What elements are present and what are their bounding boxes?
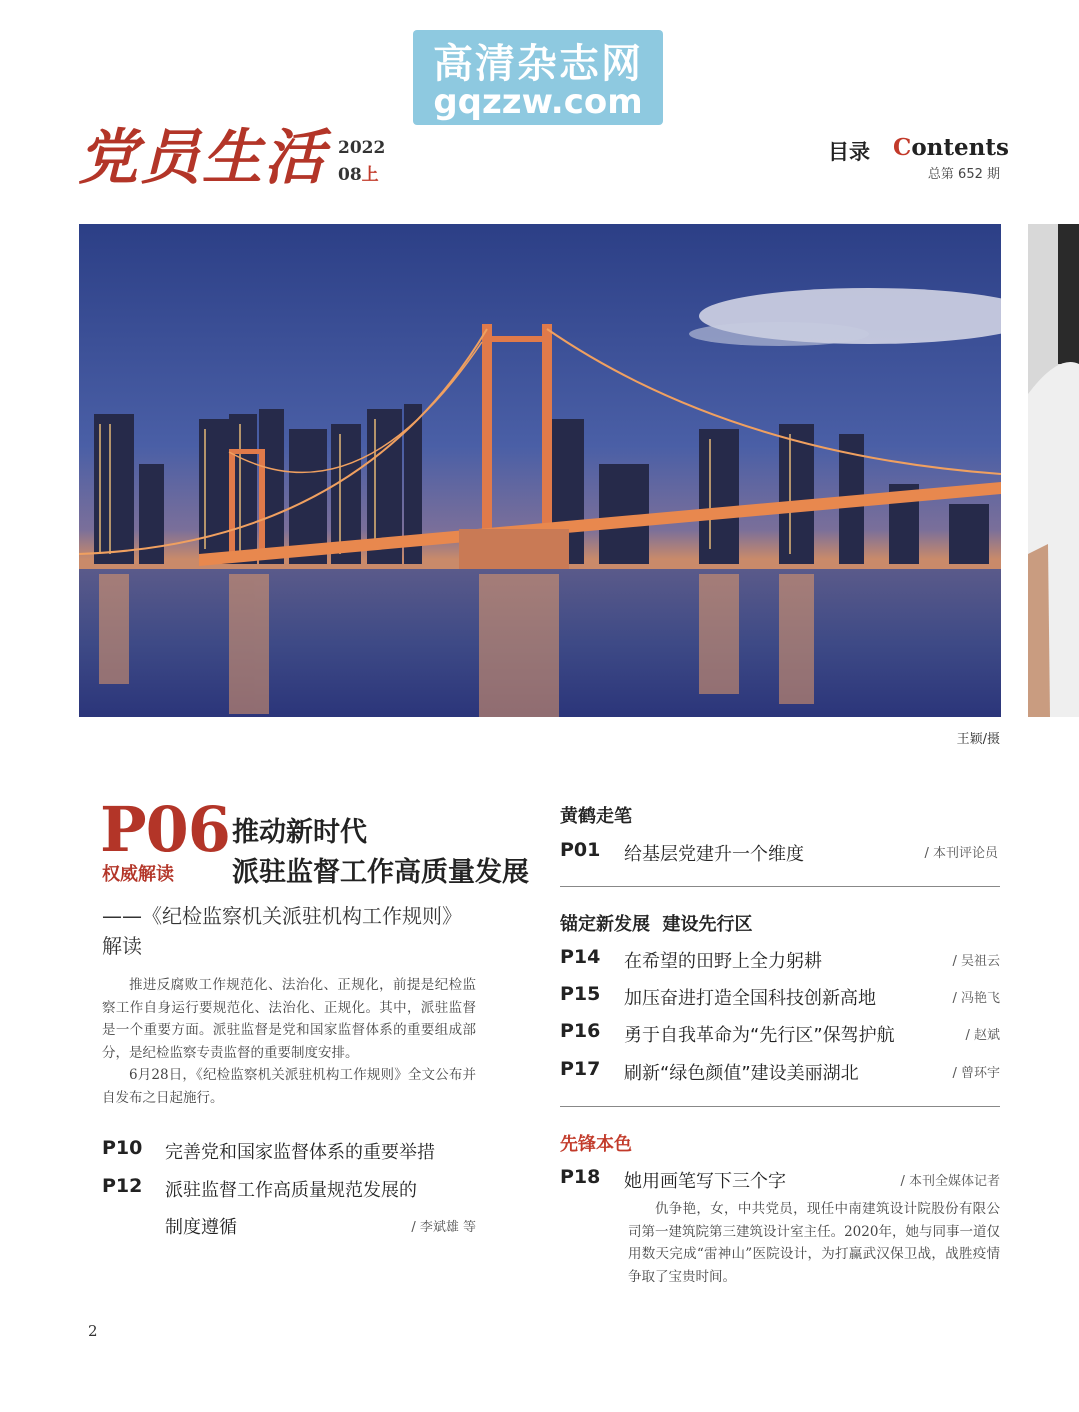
- toc-title-p16[interactable]: 勇于自我革命为“先行区”保驾护航: [624, 1025, 895, 1046]
- toc-title-p12[interactable]: 派驻监督工作高质量规范发展的: [165, 1180, 417, 1201]
- side-photo-person: [1028, 224, 1079, 717]
- total-issue: 总第 652 期: [927, 167, 1000, 182]
- toc-author-p18: / 本刊全媒体记者: [900, 1174, 1000, 1189]
- issue-num: 08: [338, 165, 362, 185]
- lead-subtitle-line2: 解读: [102, 934, 142, 958]
- p18-summary: [628, 1198, 1000, 1288]
- toc-title-p01[interactable]: 给基层党建升一个维度: [624, 844, 804, 865]
- section-title-xianxingqu: 锚定新发展 建设先行区: [560, 914, 753, 935]
- cover-photo-bridge: [79, 224, 1001, 717]
- issue-year: 2022: [338, 138, 386, 158]
- toc-en-rest: ontents: [911, 134, 1009, 161]
- issue-half: 上: [361, 165, 379, 185]
- section-divider: [560, 886, 1000, 887]
- lead-summary-p2: 6月28日，《纪检监察机关派驻机构工作规则》全文公布并自发布之日起施行。: [102, 1067, 476, 1106]
- lead-title-line2[interactable]: 派驻监督工作高质量发展: [232, 857, 529, 888]
- lead-page-number: P06: [100, 793, 230, 866]
- toc-author-p16: / 赵斌: [965, 1028, 1000, 1043]
- toc-title-p15[interactable]: 加压奋进打造全国科技创新高地: [624, 988, 876, 1009]
- watermark-url: gqzzw.com: [433, 82, 643, 122]
- toc-title-p17[interactable]: 刷新“绿色颜值”建设美丽湖北: [624, 1063, 859, 1084]
- issue-number: [338, 160, 379, 185]
- toc-title-p12-cont[interactable]: 制度遵循: [165, 1217, 237, 1238]
- toc-title-p18[interactable]: 她用画笔写下三个字: [624, 1171, 786, 1192]
- toc-page-p10: P10: [102, 1137, 143, 1159]
- toc-title-p10[interactable]: 完善党和国家监督体系的重要举措: [165, 1142, 435, 1163]
- lead-tag: 权威解读: [102, 864, 174, 885]
- toc-author-p01: / 本刊评论员: [924, 846, 998, 861]
- toc-page-p17: P17: [560, 1058, 601, 1080]
- toc-label-en: [893, 134, 1009, 161]
- watermark-title: 高清杂志网: [433, 40, 643, 87]
- lead-summary: [102, 974, 476, 1109]
- section-title-huanghe: 黄鹤走笔: [560, 806, 632, 827]
- section-title-xianfeng: 先锋本色: [560, 1134, 632, 1155]
- toc-title-p14[interactable]: 在希望的田野上全力躬耕: [624, 951, 822, 972]
- toc-label: 目录: [828, 140, 870, 164]
- magazine-logo: 党员生活: [78, 123, 326, 193]
- lead-subtitle-line1: ——《纪检监察机关派驻机构工作规则》: [102, 904, 462, 928]
- toc-author-p14: / 吴祖云: [952, 954, 1000, 969]
- lead-summary-p1: 推进反腐败工作规范化、法治化、正规化，前提是纪检监察工作自身运行要规范化、法治化、正规化。其中，派驻监督是一个重要方面。派驻监督是党和国家监督体系的重要组成部分，是纪检监察专责监督的重要制度安排。: [102, 977, 476, 1061]
- toc-author-p15: / 冯艳飞: [952, 991, 1000, 1006]
- toc-page-p16: P16: [560, 1020, 601, 1042]
- toc-page-p01: P01: [560, 839, 601, 861]
- toc-author-p17: / 曾环宇: [952, 1066, 1000, 1081]
- section-divider: [560, 1106, 1000, 1107]
- page-number: 2: [88, 1322, 98, 1340]
- toc-author-p12: / 李斌雄 等: [411, 1220, 476, 1235]
- toc-en-initial: C: [893, 134, 912, 161]
- p18-summary-text: 仇争艳，女，中共党员，现任中南建筑设计院股份有限公司第一建筑院第三建筑设计室主任。2020年，她与同事一道仅用数天完成“雷神山”医院设计，为打赢武汉保卫战，战胜疫情争取了宝贵时间。: [628, 1201, 1000, 1285]
- toc-page-p12: P12: [102, 1175, 143, 1197]
- toc-page-p15: P15: [560, 983, 601, 1005]
- toc-page-p14: P14: [560, 946, 601, 968]
- toc-page-p18: P18: [560, 1166, 601, 1188]
- photo-credit: 王颖/摄: [956, 732, 1000, 747]
- lead-title-line1[interactable]: 推动新时代: [232, 817, 367, 848]
